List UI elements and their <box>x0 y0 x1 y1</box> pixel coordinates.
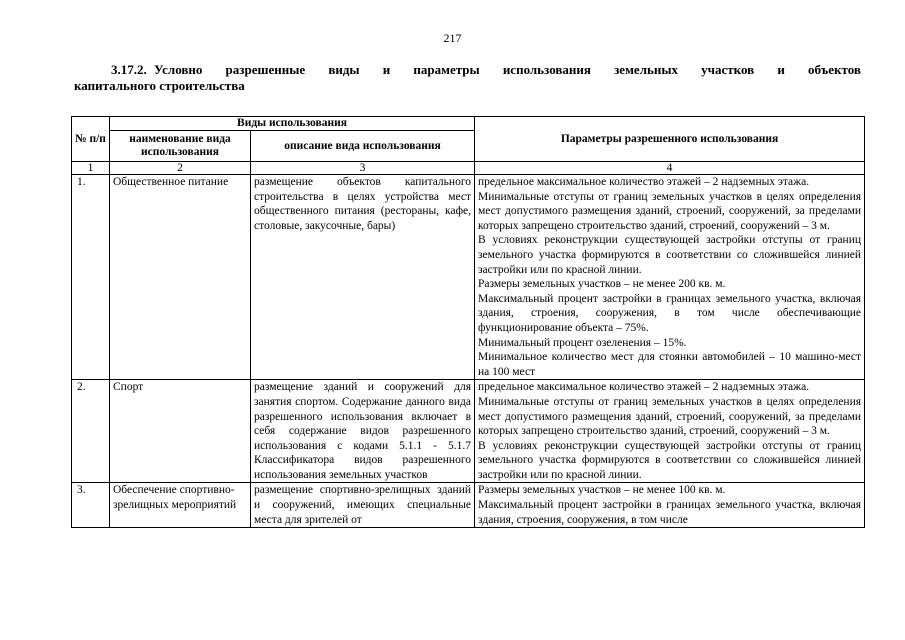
section-title-word: виды <box>328 62 360 77</box>
column-number: 3 <box>251 162 475 175</box>
parameter-line: Максимальный процент застройки в границах земельного участка, включая здания, строения, сооружения, в том числе обеспечивающие функционирование объекта – 75%. <box>478 292 862 334</box>
parameters-cell <box>475 483 865 528</box>
usage-table <box>71 116 865 528</box>
parameter-line: В условиях реконструкции существующей застройки отступы от границ земельного участка формируются в соответствии со сложившейся линией застройки или по красной линии. <box>478 234 862 276</box>
section-title-word: параметры <box>413 62 480 77</box>
section-title-word: и <box>382 62 391 77</box>
parameter-line: Минимальный процент озеленения – 15%. <box>478 336 687 349</box>
section-title-word: объектов <box>808 62 861 77</box>
usage-name-cell: Обеспечение спортивно-зрелищных мероприятий <box>110 483 251 528</box>
column-number: 4 <box>475 162 865 175</box>
usage-description-cell: размещение объектов капитального строительства в целях устройства мест общественного питания (рестораны, кафе, столовые, закусочные, бары) <box>251 175 475 380</box>
row-number: 1. <box>72 175 110 380</box>
parameter-line: Максимальный процент застройки в границах земельного участка, включая здания, строения, сооружения, в том числе <box>478 499 862 526</box>
header-usage-description: описание вида использования <box>251 131 475 162</box>
section-title-word: разрешенные <box>225 62 306 77</box>
column-number-row <box>72 162 865 175</box>
table-row <box>72 380 865 483</box>
column-number: 2 <box>110 162 251 175</box>
header-parameters: Параметры разрешенного использования <box>475 117 865 162</box>
row-number: 2. <box>72 380 110 483</box>
parameter-line: Минимальное количество мест для стоянки автомобилей – 10 машино-мест на 100 мест <box>478 351 862 378</box>
parameters-cell <box>475 175 865 380</box>
parameter-line: Размеры земельных участков – не менее 100 кв. м. <box>478 484 726 497</box>
header-usage-name: наименование вида использования <box>110 131 251 162</box>
parameter-line: предельное максимальное количество этажей – 2 надземных этажа. <box>478 381 810 394</box>
section-title-line1 <box>148 62 861 78</box>
section-title-word: земельных <box>614 62 679 77</box>
section-title-word: Условно <box>154 62 203 77</box>
table-row <box>72 175 865 380</box>
parameter-line: В условиях реконструкции существующей застройки отступы от границ земельного участка формируются в соответствии со сложившейся линией застройки или по красной линии. <box>478 439 862 481</box>
parameter-line: Минимальные отступы от границ земельных участков в целях определения мест допустимого размещения зданий, строений, сооружений, за пределами которых запрещено строительство зданий, строений, сооружений – 3 м. <box>478 395 862 438</box>
parameters-cell <box>475 380 865 483</box>
parameter-line: предельное максимальное количество этажей – 2 надземных этажа. <box>478 176 810 188</box>
usage-name-cell: Спорт <box>110 380 251 483</box>
usage-name-cell: Общественное питание <box>110 175 251 380</box>
section-heading <box>74 62 861 94</box>
usage-description-cell: размещение зданий и сооружений для занятия спортом. Содержание данного вида разрешенного использования включает в себя содержание видов разрешенного использования с кодами 5.1.1 - 5.1.7 Классификатора видов разрешенного использования земельных участков <box>251 380 475 483</box>
column-number: 1 <box>72 162 110 175</box>
page-number: 217 <box>443 31 462 45</box>
usage-description-cell: размещение спортивно-зрелищных зданий и сооружений, имеющих специальные места для зрителей от <box>251 483 475 528</box>
section-title-word: использования <box>502 62 591 77</box>
section-title-word: и <box>777 62 785 77</box>
table-row <box>72 483 865 528</box>
parameter-line: Размеры земельных участков – не менее 200 кв. м. <box>478 278 726 291</box>
section-title-line2: капитального строительства <box>74 78 245 93</box>
header-num: № п/п <box>72 117 110 162</box>
section-title-word: участков <box>701 62 755 77</box>
section-number: 3.17.2. <box>111 62 147 77</box>
header-usage-types: Виды использования <box>110 117 475 131</box>
row-number: 3. <box>72 483 110 528</box>
parameter-line: Минимальные отступы от границ земельных участков в целях определения мест допустимого размещения зданий, строений, сооружений, за пределами которых запрещено строительство зданий, строений, сооружений – 3 м. <box>478 190 862 232</box>
